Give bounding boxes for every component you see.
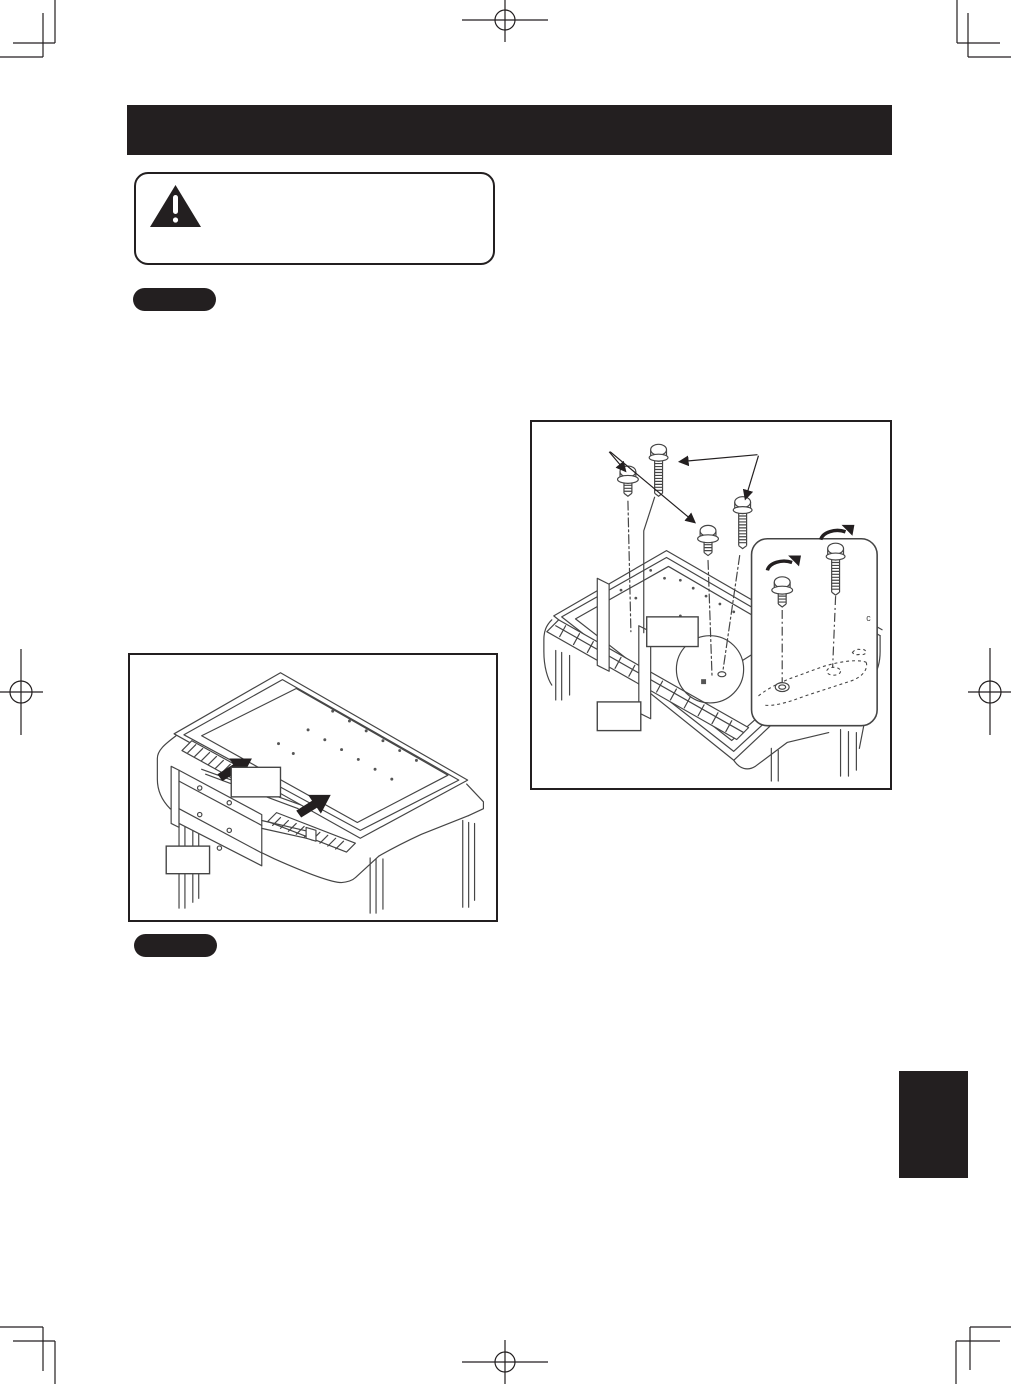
step-pill-2 bbox=[134, 934, 217, 957]
screw-short-2 bbox=[698, 525, 719, 555]
step-pill-1 bbox=[133, 288, 216, 311]
figure-speaker-attachment bbox=[128, 653, 498, 922]
callout-box-2 bbox=[166, 846, 209, 874]
section-header-bar bbox=[127, 105, 892, 155]
warning-triangle-icon bbox=[148, 184, 203, 229]
screw-long-2 bbox=[733, 497, 752, 549]
inset-detail bbox=[752, 525, 878, 726]
screw-long-1 bbox=[649, 444, 668, 496]
callout-box-1 bbox=[231, 767, 280, 797]
inset-mark: c bbox=[866, 612, 871, 623]
caution-box bbox=[134, 172, 495, 265]
screw-short-1 bbox=[618, 466, 639, 496]
callout-box-1 bbox=[647, 617, 698, 647]
callout-box-2 bbox=[597, 702, 641, 731]
figure-screw-fastening bbox=[530, 420, 892, 790]
section-side-tab bbox=[899, 1071, 968, 1178]
